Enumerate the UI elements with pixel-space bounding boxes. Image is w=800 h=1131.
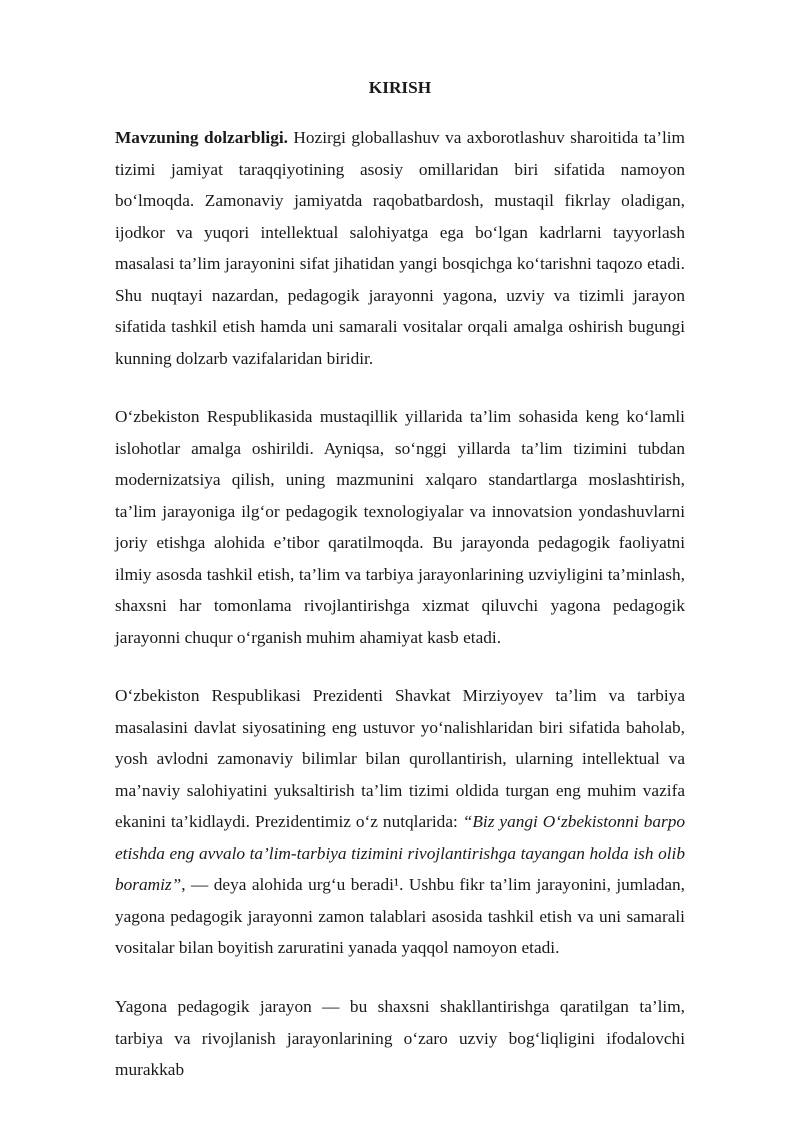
paragraph-text: O‘zbekiston Respublikasi Prezidenti Shavkat Mirziyoyev ta’lim va tarbiya masalasini davlat siyosatining eng ustuvor yo‘nalishlaridan biri sifatida baholab, yosh avlodni zamonaviy bilimlar bilan qurollantirish, ularning intellektual va ma’naviy salohiyatini yuksaltirish ta’lim tizimi oldida turgan eng muhim vazifa ekanini ta’kidlaydi. Prezidentimiz o‘z nutqlarida: <box>115 686 685 831</box>
footnote-marker[interactable]: ¹ <box>393 875 400 894</box>
paragraph-text: . Ushbu fikr ta’lim jarayonini, jumladan, yagona pedagogik jarayonni zamon talablari asosida tashkil etish va uni samarali vositalar bilan boyitish zaruratini yanada yaqqol namoyon etadi. <box>115 875 685 957</box>
paragraph-text: Hozirgi globallashuv va axborotlashuv sharoitida ta’lim tizimi jamiyat taraqqiyotining asosiy omillaridan biri sifatida namoyon bo‘lmoqda. Zamonaviy jamiyatda raqobatbardosh, mustaqil fikrlay oladigan, ijodkor va yuqori intellektual salohiyatga ega bo‘lgan kadrlarni tayyorlash masalasi ta’lim jarayonini sifat jihatidan yangi bosqichga ko‘tarishni taqozo etadi. Shu nuqtayi nazardan, pedagogik jarayonni yagona, uzviy va tizimli jarayon sifatida tashkil etish hamda uni samarali vositalar orqali amalga oshirish bugungi kunning dolzarb vazifalaridan biridir. <box>115 128 685 368</box>
paragraph-reforms <box>115 401 685 653</box>
page-title: KIRISH <box>368 78 432 97</box>
paragraph-lead: Mavzuning dolzarbligi. <box>115 128 288 147</box>
paragraph-text: , — deya alohida urg‘u beradi <box>181 875 394 894</box>
paragraph-president-quote <box>115 680 685 964</box>
paragraph-text: O‘zbekiston Respublikasida mustaqillik yillarida ta’lim sohasida keng ko‘lamli islohotlar amalga oshirildi. Ayniqsa, so‘nggi yillarda ta’lim tizimini tubdan modernizatsiya qilish, uning mazmunini xalqaro standartlarga moslashtirish, ta’lim jarayoniga ilg‘or pedagogik texnologiyalar va innovatsion yondashuvlarni joriy etishga alohida e’tibor qaratilmoqda. Bu jarayonda pedagogik faoliyatni ilmiy asosda tashkil etish, ta’lim va tarbiya jarayonlarining uzviyligini ta’minlash, shaxsni har tomonlama rivojlantirishga xizmat qiluvchi yagona pedagogik jarayonni chuqur o‘rganish muhim ahamiyat kasb etadi. <box>115 407 685 647</box>
paragraph-definition <box>115 991 685 1086</box>
president-quote: “Biz yangi O‘zbekistonni barpo etishda eng avvalo ta’lim-tarbiya tizimini rivojlantirishga tayangan holda ish olib boramiz” <box>115 812 685 894</box>
paragraph-text: Yagona pedagogik jarayon — bu shaxsni shakllantirishga qaratilgan ta’lim, tarbiya va rivojlanish jarayonlarining o‘zaro uzviy bog‘liqligini ifodalovchi murakkab <box>115 997 685 1079</box>
paragraph-relevance <box>115 122 685 374</box>
